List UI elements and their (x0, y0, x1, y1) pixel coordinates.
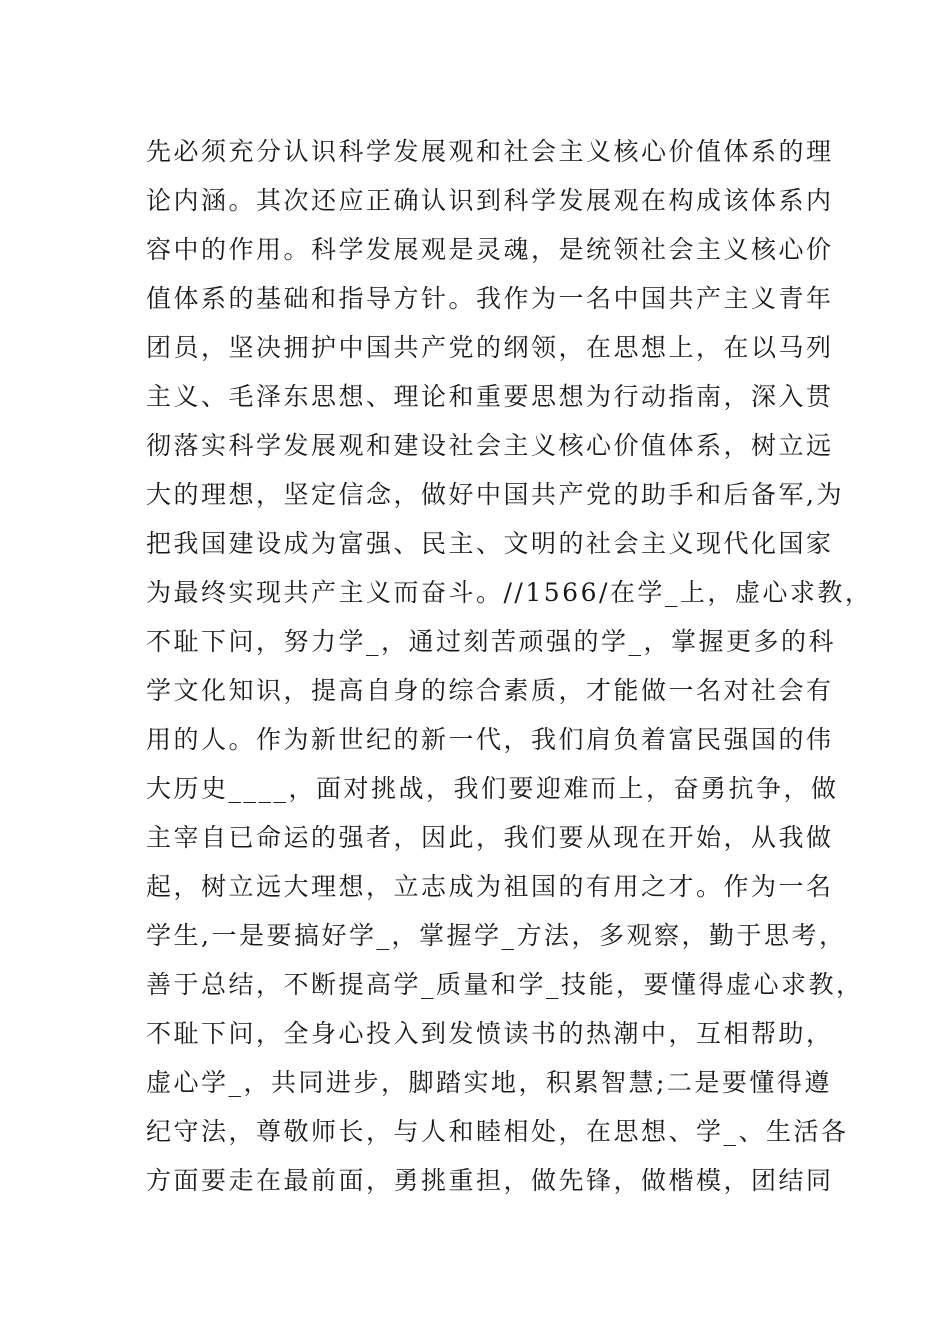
text-line-12: 学文化知识，提高自身的综合素质，才能做一名对社会有 (146, 676, 834, 705)
text-line-21: 纪守法，尊敬师长，与人和睦相处，在思想、学_、生活各 (146, 1117, 849, 1146)
text-line-1: 先必须充分认识科学发展观和社会主义核心价值体系的理 (146, 137, 834, 166)
text-line-17: 学生,一是要搞好学_，掌握学_方法，多观察，勤于思考， (146, 921, 847, 950)
text-line-7: 彻落实科学发展观和建设社会主义核心价值体系，树立远 (146, 431, 834, 460)
text-line-3: 容中的作用。科学发展观是灵魂，是统领社会主义核心价 (146, 235, 834, 264)
text-line-13: 用的人。作为新世纪的新一代，我们肩负着富民强国的伟 (146, 725, 834, 754)
text-line-6: 主义、毛泽东思想、理论和重要思想为行动指南，深入贯 (146, 382, 834, 411)
text-line-2: 论内涵。其次还应正确认识到科学发展观在构成该体系内 (146, 186, 834, 215)
text-line-16: 起，树立远大理想，立志成为祖国的有用之才。作为一名 (146, 872, 834, 901)
text-line-14: 大历史____，面对挑战，我们要迎难而上，奋勇抗争，做 (146, 774, 839, 803)
text-line-11: 不耻下问，努力学_，通过刻苦顽强的学_，掌握更多的科 (146, 627, 837, 656)
text-line-19: 不耻下问，全身心投入到发愤读书的热潮中，互相帮助， (146, 1019, 834, 1048)
text-line-20: 虚心学_，共同进步，脚踏实地，积累智慧;二是要懂得遵 (146, 1068, 832, 1097)
text-line-18: 善于总结，不断提高学_质量和学_技能，要懂得虚心求教， (146, 970, 864, 999)
text-line-10: 为最终实现共产主义而奋斗。//1566/在学_上，虚心求教， (146, 578, 873, 607)
text-line-22: 方面要走在最前面，勇挑重担，做先锋，做楷模，团结同 (146, 1166, 834, 1195)
text-line-5: 团员，坚决拥护中国共产党的纲领，在思想上，在以马列 (146, 333, 834, 362)
text-line-8: 大的理想，坚定信念，做好中国共产党的助手和后备军,为 (146, 480, 844, 509)
text-line-4: 值体系的基础和指导方针。我作为一名中国共产主义青年 (146, 284, 834, 313)
body-text (146, 132, 873, 1210)
text-line-9: 把我国建设成为富强、民主、文明的社会主义现代化国家 (146, 529, 834, 558)
text-line-15: 主宰自已命运的强者，因此，我们要从现在开始，从我做 (146, 823, 834, 852)
